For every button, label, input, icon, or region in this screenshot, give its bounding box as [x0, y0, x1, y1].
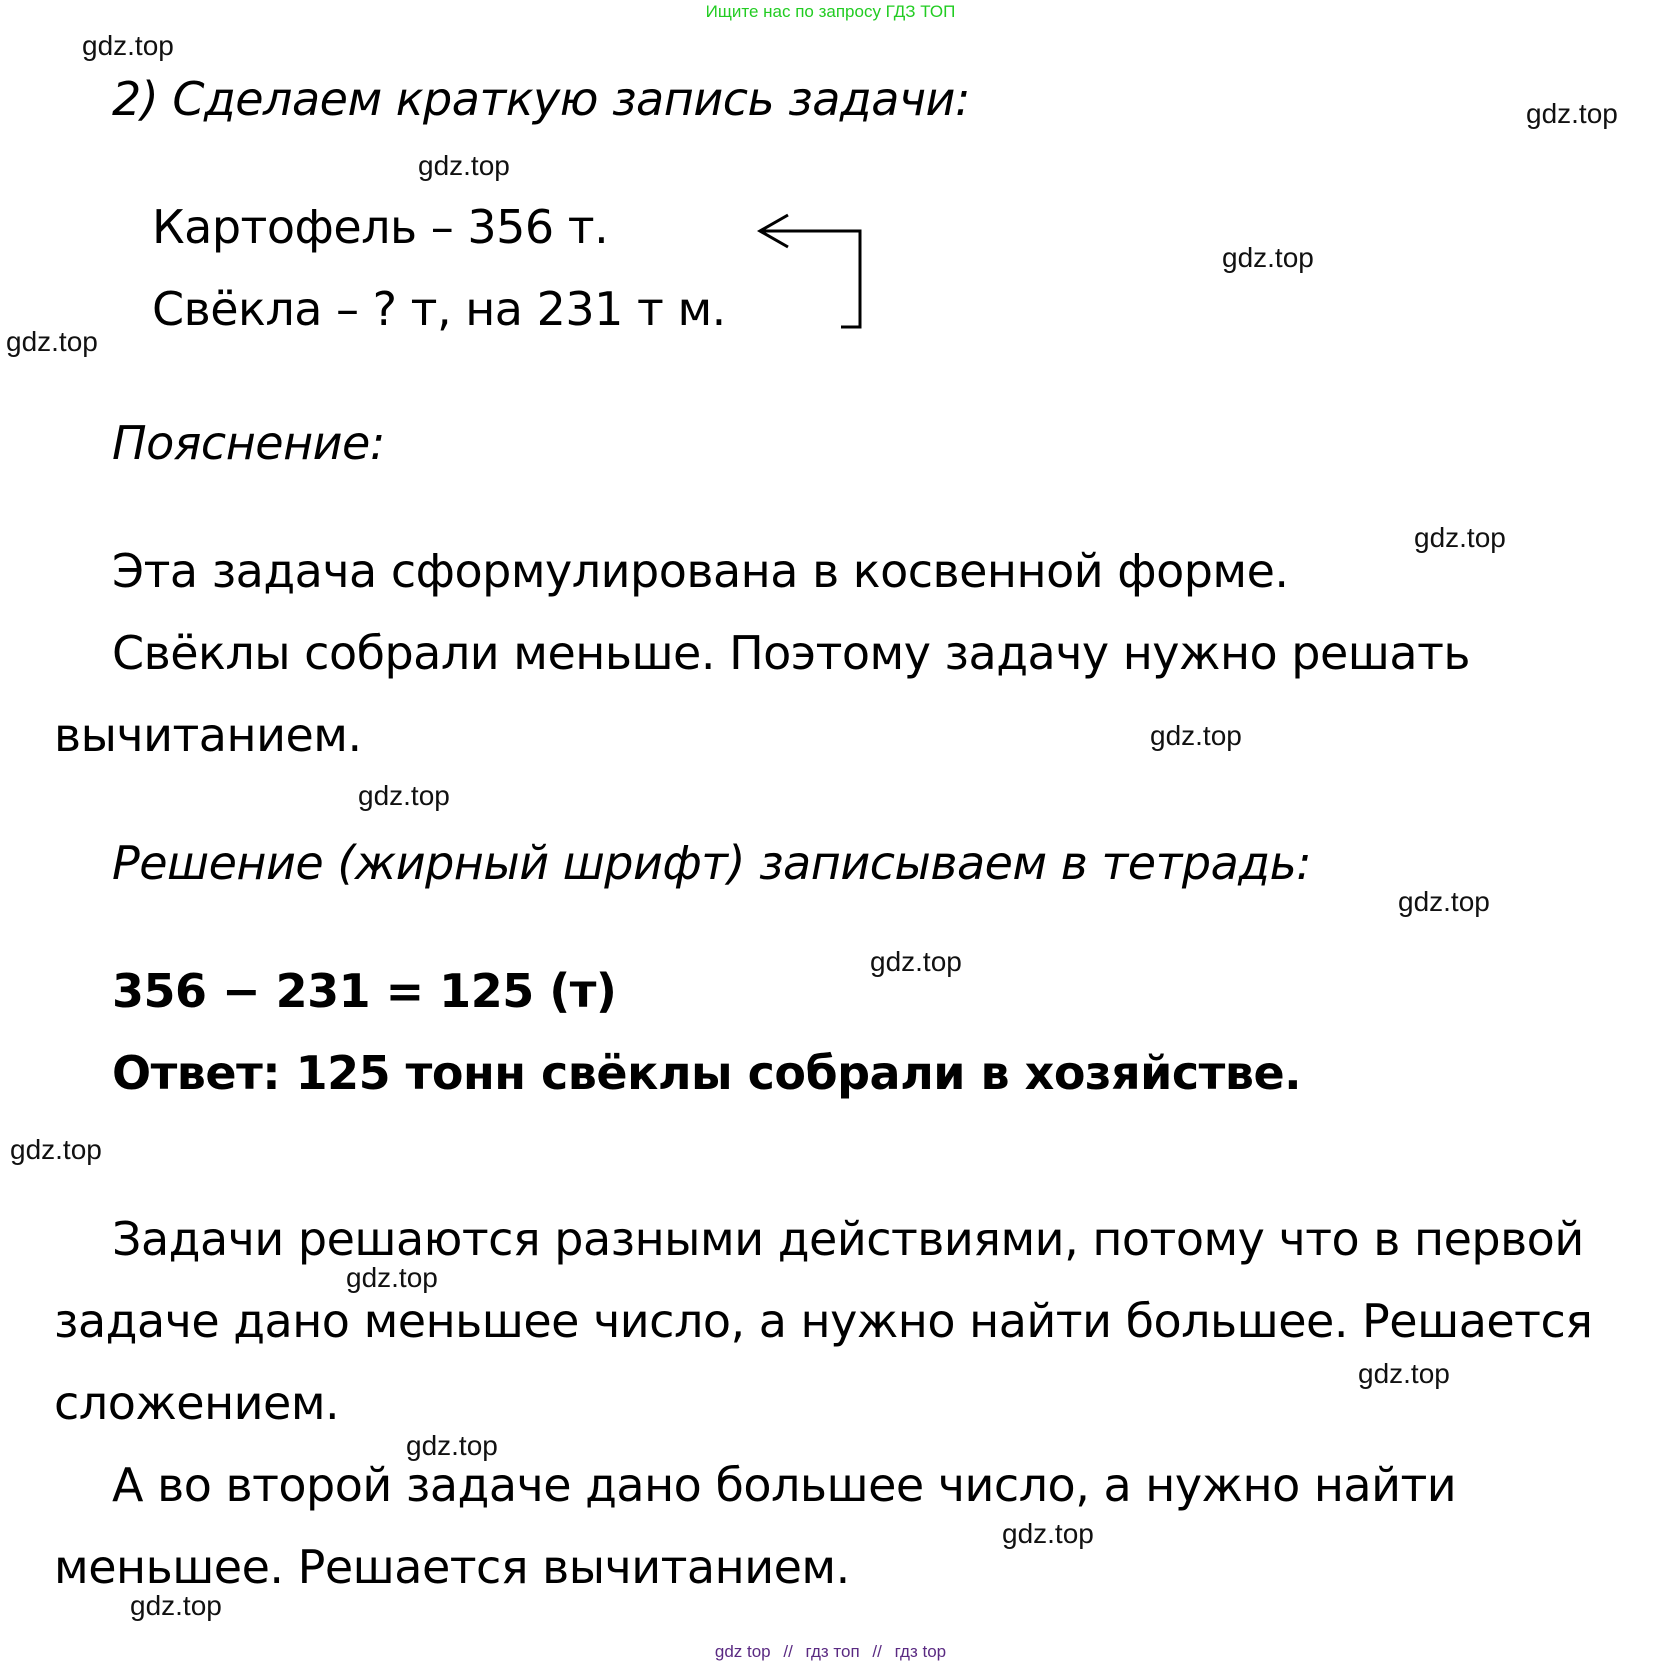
watermark: gdz.top — [406, 1430, 498, 1461]
watermark: gdz.top — [1150, 720, 1242, 751]
top-banner: Ищите нас по запросу ГДЗ ТОП — [705, 2, 956, 21]
comparison-p1-line-2: задаче дано меньшее число, а нужно найти большее. Решается — [54, 1294, 1593, 1348]
watermark: gdz.top — [870, 946, 962, 977]
watermark: gdz.top — [358, 780, 450, 811]
watermark: gdz.top — [130, 1590, 222, 1621]
comparison-p2-line-1: А во второй задаче дано большее число, а нужно найти — [112, 1458, 1457, 1512]
watermark: gdz.top — [6, 326, 98, 357]
bracket-arrow-icon — [750, 205, 880, 335]
footer-link-1[interactable]: gdz top — [714, 1642, 771, 1661]
comparison-p1-line-3: сложением. — [54, 1376, 340, 1430]
watermark: gdz.top — [1526, 98, 1618, 129]
heading: 2) Сделаем краткую запись задачи: — [112, 72, 970, 126]
explanation-line-1: Эта задача сформулирована в косвенной форме. — [112, 544, 1289, 598]
solution-title: Решение (жирный шрифт) записываем в тетрадь: — [112, 836, 1312, 890]
watermark: gdz.top — [1414, 522, 1506, 553]
solution-expression: 356 − 231 = 125 (т) — [112, 964, 617, 1018]
watermark: gdz.top — [346, 1262, 438, 1293]
watermark: gdz.top — [418, 150, 510, 181]
comparison-p2-line-2: меньшее. Решается вычитанием. — [54, 1540, 850, 1594]
footer-separator: // — [872, 1642, 882, 1661]
footer-link-3[interactable]: гдз top — [894, 1642, 947, 1661]
watermark: gdz.top — [1358, 1358, 1450, 1389]
watermark: gdz.top — [1002, 1518, 1094, 1549]
condition-line-1: Картофель – 356 т. — [152, 200, 609, 254]
explanation-title: Пояснение: — [112, 416, 385, 470]
watermark: gdz.top — [1222, 242, 1314, 273]
explanation-line-2: Свёклы собрали меньше. Поэтому задачу нужно решать — [112, 626, 1470, 680]
watermark: gdz.top — [1398, 886, 1490, 917]
watermark: gdz.top — [10, 1134, 102, 1165]
footer — [0, 1642, 1661, 1662]
footer-link-2[interactable]: гдз топ — [805, 1642, 860, 1661]
condition-line-2: Свёкла – ? т, на 231 т м. — [152, 282, 726, 336]
explanation-line-3: вычитанием. — [54, 708, 362, 762]
comparison-p1-line-1: Задачи решаются разными действиями, потому что в первой — [112, 1212, 1584, 1266]
footer-separator: // — [783, 1642, 793, 1661]
watermark: gdz.top — [82, 30, 174, 61]
answer: Ответ: 125 тонн свёклы собрали в хозяйстве. — [112, 1046, 1302, 1100]
